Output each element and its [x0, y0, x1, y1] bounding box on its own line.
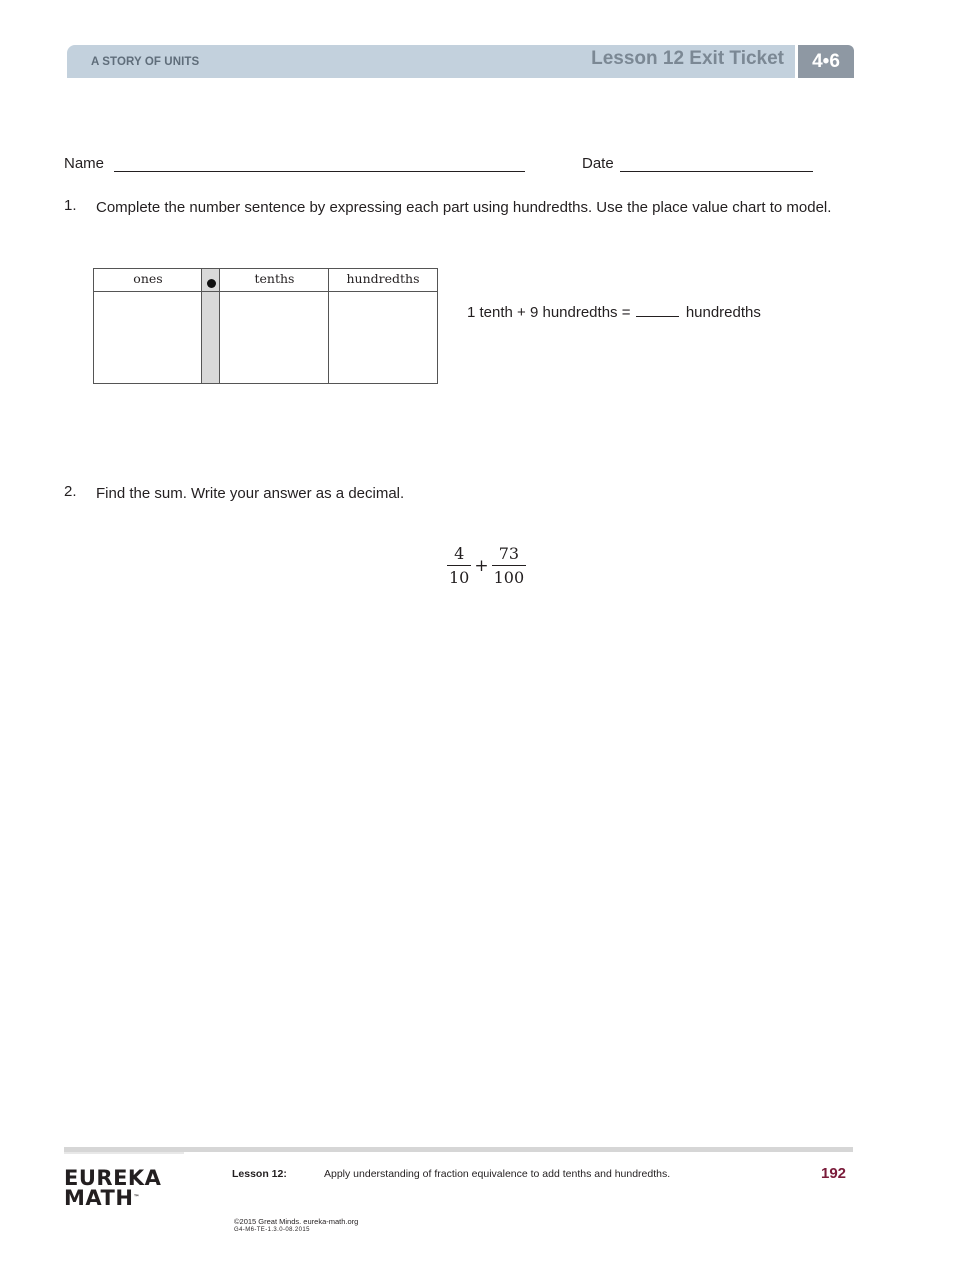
answer-blank[interactable]	[636, 302, 679, 317]
lesson-title: Lesson 12 Exit Ticket	[591, 48, 784, 69]
place-value-chart	[93, 268, 438, 384]
name-field[interactable]	[114, 171, 525, 172]
ones-column	[94, 269, 202, 383]
date-label: Date	[582, 155, 614, 172]
series-title: A STORY OF UNITS	[91, 56, 200, 68]
chart-header-hundredths: hundredths	[346, 271, 420, 286]
denominator-right: 100	[492, 565, 527, 587]
chart-header-ones: ones	[133, 271, 163, 286]
name-label: Name	[64, 155, 105, 172]
hundredths-column	[329, 269, 437, 383]
document-code: G4-M6-TE-1.3.0-08.2015	[234, 1227, 310, 1233]
chart-header-tenths: tenths	[254, 271, 295, 286]
logo-line-1: EUREKA	[64, 1166, 162, 1190]
footer-lesson-description: Apply understanding of fraction equivalence to add tenths and hundredths.	[324, 1168, 671, 1180]
sentence-right: hundredths	[685, 304, 761, 321]
problem-1-number: 1.	[64, 197, 77, 214]
problem-2-number: 2.	[64, 483, 77, 500]
chart-header-divider	[94, 291, 437, 292]
footer-lesson-label: Lesson 12:	[232, 1168, 287, 1180]
problem-1-text: Complete the number sentence by expressing each part using hundredths. Use the place value chart to model.	[96, 199, 832, 216]
fraction-expression	[446, 544, 527, 587]
denominator-left: 10	[447, 565, 471, 587]
fraction-left	[446, 544, 472, 587]
fraction-right	[491, 544, 528, 587]
plus-operator: +	[474, 555, 489, 576]
eureka-math-logo	[64, 1168, 161, 1208]
copyright: ©2015 Great Minds. eureka-math.org	[234, 1217, 359, 1226]
date-field[interactable]	[620, 171, 813, 172]
numerator-right: 73	[498, 544, 520, 563]
decimal-point-icon	[207, 279, 216, 288]
logo-line-2: MATH	[64, 1186, 134, 1210]
numerator-left: 4	[454, 544, 465, 563]
number-sentence	[467, 302, 761, 321]
tenths-column	[220, 269, 329, 383]
logo-trademark: ™	[133, 1194, 140, 1201]
sentence-left: 1 tenth + 9 hundredths =	[467, 304, 631, 321]
footer-rule-accent	[64, 1152, 184, 1154]
page-number: 192	[821, 1165, 847, 1182]
module-badge: 4•6	[798, 45, 854, 78]
problem-2-text: Find the sum. Write your answer as a decimal.	[96, 485, 405, 502]
